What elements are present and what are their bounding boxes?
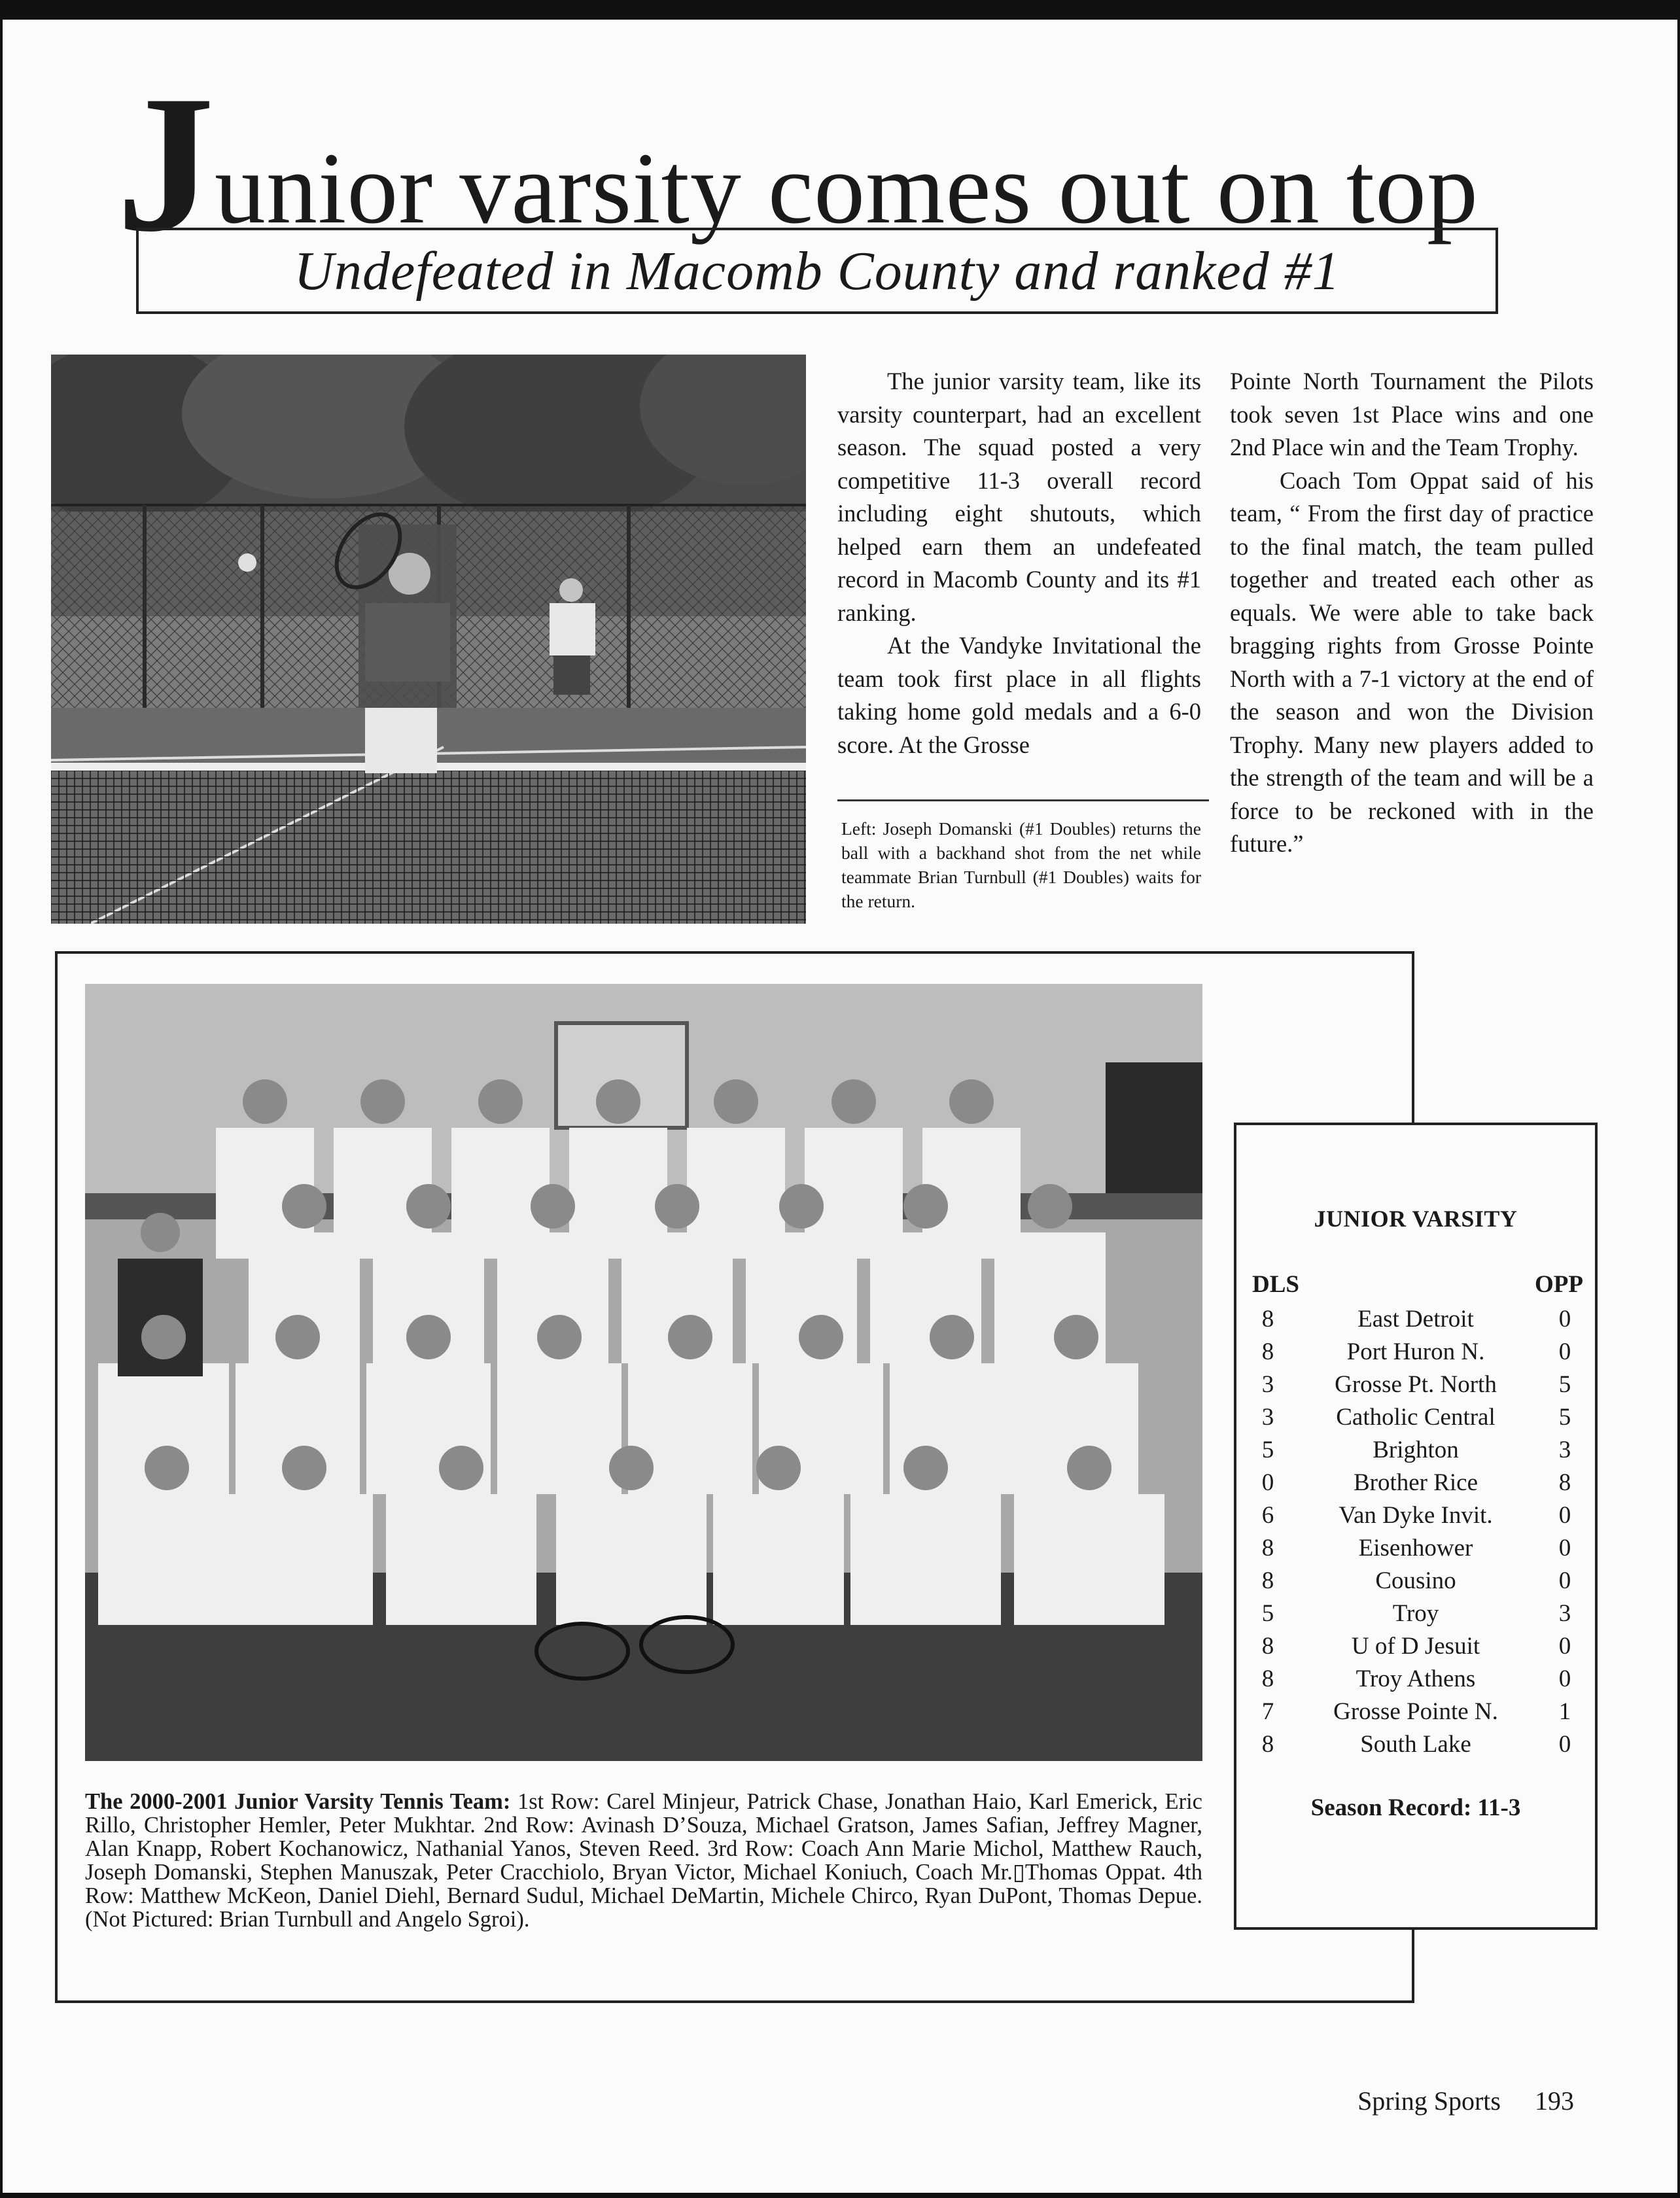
team-caption-text: 1st Row: Carel Minjeur, Patrick Chase, Jonathan Haio, Karl Emerick, Eric Rillo, Christopher Hemler, Peter Mukhtar. 2nd Row: Avinash D’Souza, Michael Gratson, James Safian, Jeffrey Magner, Alan Knapp, Robert Kochanowicz, Nathanial Yanos, Steven Reed. 3rd Row: Coach Ann Marie Michol, Matthew Rauch, Joseph Domanski, Stephen Manuszak, Peter Cracchiolo, Bryan Victor, Michael Koniuch, Coach Mr.▯Thomas Oppat. 4th Row: Matthew McKeon, Daniel Diehl, Bernard Sudul, Michael DeMartin, Michele Chirco, Ryan DuPont, Thomas Depue. (Not Pictured: Brian Turnbull and Angelo Sgroi).: [85, 1789, 1202, 1932]
opponent-name: Brother Rice: [1353, 1469, 1479, 1496]
opp-score: 5: [1558, 1371, 1571, 1398]
dls-score: 3: [1261, 1404, 1274, 1431]
opponent-name: Grosse Pointe N.: [1333, 1698, 1498, 1725]
opponent-name: Troy: [1392, 1600, 1439, 1627]
record-row: [1236, 1336, 1595, 1369]
opp-score: 0: [1558, 1306, 1571, 1333]
team-caption: [85, 1790, 1202, 1931]
record-row: [1236, 1565, 1595, 1597]
photo-caption: Left: Joseph Domanski (#1 Doubles) returns the ball with a backhand shot from the net while teammate Brian Turnbull (#1 Doubles) waits for the return.: [841, 818, 1201, 911]
opponent-name: U of D Jesuit: [1351, 1633, 1480, 1660]
opp-score: 0: [1558, 1666, 1571, 1692]
record-row: [1236, 1532, 1595, 1565]
dls-score: 6: [1261, 1502, 1274, 1529]
record-row: [1236, 1597, 1595, 1630]
record-row: [1236, 1303, 1595, 1336]
footer-section: Spring Sports: [1357, 2086, 1501, 2116]
article-column-1: [837, 365, 1201, 761]
opponent-name: East Detroit: [1357, 1306, 1474, 1333]
opp-score: 0: [1558, 1633, 1571, 1660]
subtitle: Undefeated in Macomb County and ranked #1: [294, 240, 1340, 302]
record-rows: [1236, 1303, 1595, 1761]
opp-header: OPP: [1535, 1271, 1583, 1298]
opp-score: 0: [1558, 1502, 1571, 1529]
opp-score: 1: [1558, 1698, 1571, 1725]
opp-score: 5: [1558, 1404, 1571, 1431]
opponent-name: Troy Athens: [1356, 1666, 1476, 1692]
dls-score: 5: [1261, 1437, 1274, 1463]
opp-score: 3: [1558, 1437, 1571, 1463]
page-footer: [1357, 2085, 1574, 2116]
record-row: [1236, 1434, 1595, 1467]
opp-score: 0: [1558, 1535, 1571, 1561]
opponent-name: Catholic Central: [1336, 1404, 1496, 1431]
opp-score: 0: [1558, 1338, 1571, 1365]
opponent-name: Grosse Pt. North: [1335, 1371, 1497, 1398]
dls-score: 3: [1261, 1371, 1274, 1398]
dls-score: 8: [1261, 1633, 1274, 1660]
article-paragraph: The junior varsity team, like its varsity counterpart, had an excellent season. The squad posted a very competitive 11-3 overall record including eight shutouts, which helped earn them an undefeated record in Macomb County and its #1 ranking.: [837, 368, 1201, 626]
page-number: 193: [1535, 2086, 1574, 2116]
dls-score: 5: [1261, 1600, 1274, 1627]
dls-score: 8: [1261, 1567, 1274, 1594]
opponent-name: Port Huron N.: [1346, 1338, 1485, 1365]
record-row: [1236, 1728, 1595, 1761]
article-paragraph: Pointe North Tournament the Pilots took seven 1st Place wins and one 2nd Place win and the Team Trophy.: [1230, 368, 1594, 461]
opponent-name: Cousino: [1375, 1567, 1456, 1594]
headline-text: unior varsity comes out on top: [215, 131, 1479, 245]
dls-header: DLS: [1252, 1271, 1299, 1298]
dls-score: 8: [1261, 1535, 1274, 1561]
opponent-name: Van Dyke Invit.: [1339, 1502, 1493, 1529]
dls-score: 8: [1261, 1338, 1274, 1365]
opponent-name: South Lake: [1360, 1731, 1471, 1758]
record-row: [1236, 1467, 1595, 1499]
article-column-2: [1230, 365, 1594, 861]
opp-score: 8: [1558, 1469, 1571, 1496]
caption-divider: [837, 799, 1209, 801]
season-record: Season Record: 11-3: [1310, 1794, 1521, 1821]
dls-score: 8: [1261, 1731, 1274, 1758]
article-paragraph: Coach Tom Oppat said of his team, “ From the first day of practice to the final match, the team pulled together and treated each other as equals. We were able to take back bragging rights from Grosse Pointe North with a 7-1 victory at the end of the season and won the Division Trophy. Many new players added to the strength of the team and will be a force to be reckoned with in the future.”: [1230, 466, 1594, 857]
record-row: [1236, 1696, 1595, 1728]
dls-score: 8: [1261, 1306, 1274, 1333]
record-box: [1234, 1123, 1598, 1930]
record-row: [1236, 1630, 1595, 1663]
record-row: [1236, 1369, 1595, 1401]
team-group-photo: [85, 984, 1202, 1761]
tennis-action-photo: [51, 355, 806, 924]
dls-score: 8: [1261, 1666, 1274, 1692]
record-title: JUNIOR VARSITY: [1314, 1206, 1518, 1232]
record-row: [1236, 1401, 1595, 1434]
subtitle-box: [136, 228, 1498, 314]
article-paragraph: At the Vandyke Invitational the team took first place in all flights taking home gold medals and a 6-0 score. At the Grosse: [837, 632, 1201, 758]
record-row: [1236, 1663, 1595, 1696]
yearbook-page: [3, 20, 1677, 2193]
dls-score: 0: [1261, 1469, 1274, 1496]
dls-score: 7: [1261, 1698, 1274, 1725]
opp-score: 3: [1558, 1600, 1571, 1627]
team-caption-title: The 2000-2001 Junior Varsity Tennis Team:: [85, 1789, 511, 1814]
headline-dropcap: J: [116, 55, 212, 272]
opp-score: 0: [1558, 1731, 1571, 1758]
opponent-name: Brighton: [1373, 1437, 1459, 1463]
opponent-name: Eisenhower: [1358, 1535, 1473, 1561]
record-row: [1236, 1499, 1595, 1532]
opp-score: 0: [1558, 1567, 1571, 1594]
